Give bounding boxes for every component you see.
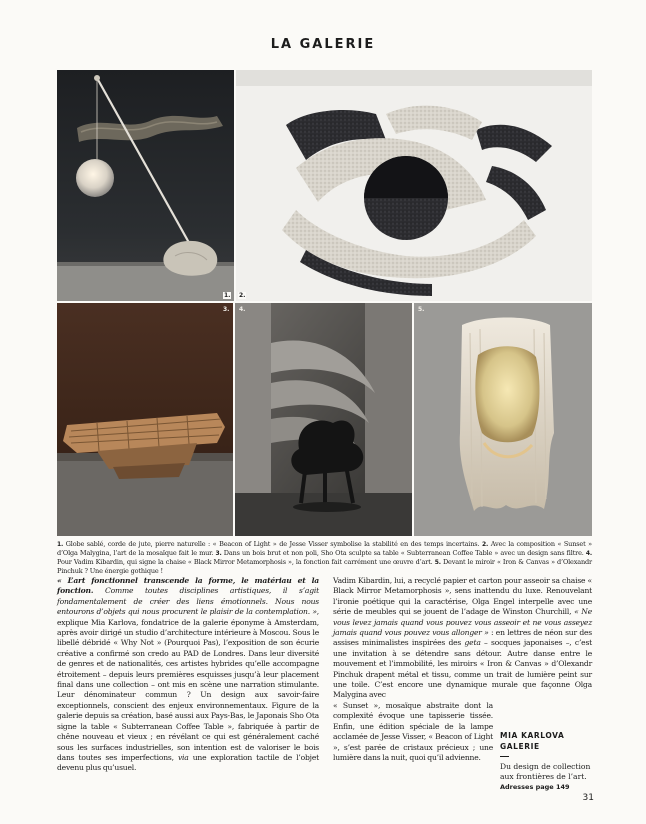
gallery-name-line-2: GALERIE [500,742,540,751]
addresses-reference: Adresses page 149 [500,783,570,791]
mirror-illustration [414,303,592,536]
caption-number-2: 2. [481,541,489,548]
page-number: 31 [582,793,594,803]
caption-text-2: Avec la composition « Sunset » d’Olga Malygina, l’art de la mosaïque fait le mur. [57,540,592,557]
photo-mirror [414,303,592,536]
mosaic-tapestry-illustration [236,70,592,301]
coffee-table-illustration [57,303,233,536]
article-body-1-end: une exploration tactile de l’objet devenu plus qu’usuel. [57,752,319,773]
photo-coffee-table [57,303,233,536]
sidebar-rule [500,756,509,757]
photo-sculptural-chair [235,303,412,536]
sculptural-chair-illustration [235,303,412,536]
caption-number-5: 5. [434,559,441,566]
article-body-1: , explique Mia Karlova, fondatrice de la galerie éponyme à Amsterdam, après avoir dirigé un studio d’architecture intérieure à Moscou. Sous le libellé débridé « Why Not » (Pourquoi Pas), l’exposition de son écurie créative a confirmé son credo au PAD de Londres. Dans leur diversité de genres et de nationalités, ces artistes hybrides qu’elle accompagne étroitement – depuis leurs premières esquisses jusqu’à leur placement final dans une collection – ont mis en scène une narration stimulante. Leur dénominateur commun ? Un design aux savoir-faire exceptionnels, conscient des enjeux environnementaux. Figure de la galerie depuis sa création, basé aussi aux Pays-Bas, le Japonais Sho Ota signe la table « Subterranean Coffee Table », fabriquée à partir de chêne nouveau et vieux ; en révélant ce qui est généralement caché sous les surfaces industrielles, son intention est de valoriser le bois dans toutes ses imperfections, [57,607,319,762]
section-title: LA GALERIE [270,37,376,52]
gallery-sidebar [500,730,592,792]
article-column-1 [57,576,319,774]
article-body-2d: « Sunset », mosaïque abstraite dont la complexité évoque une tapisserie tissée. Enfin, une édition spéciale de la lampe acclamée de Jesse Visser, « Beacon of Light », s’est parée de cristaux précieux ; une lumière dans la nuit, quoi qu’il advienne. [333,700,493,762]
caption-text-4: Pour Vadim Kibardin, qui signe la chaise « Black Mirror Metamorphosis », la fonction fait carrément une œuvre d’art. [57,558,435,566]
article-body-2a: Vadim Kibardin, lui, a recyclé papier et carton pour asseoir sa chaise « Black Mirror Metamorphosis », sens inattendu du luxe. Renouvelant l’ironie poétique qui la caractérise, Olga Engel interpelle avec une série de meubles qui se jouent de l’adage de Winston Churchill, [333,576,592,617]
photo-caption [57,540,592,576]
photo-mosaic-tapestry [236,70,592,301]
article-via: via [177,752,189,762]
caption-text-5: Devant le miroir « Iron & Canvas » d’Olexandr Pinchuk ? Une énergie gothique ! [57,558,592,575]
photo-number-1: 1. [224,292,231,299]
article-body-2c: – socques japonaises –, c’est une invitation à se détendre sans détour. Autre danse entre le mouvement et l’immobilité, les miroirs « Iron & Canvas » d’Olexandr Pinchuk drapent métal et tissu, comme un trait de lumière peint sur une toile. C’est encore une dynamique murale que façonne Olga Malygina avec [333,638,592,700]
globe-lamp-illustration [57,70,234,301]
photo-number-4: 4. [239,306,246,313]
caption-number-1: 1. [57,541,64,548]
article-quote-continuation: Comme toutes disciplines artistiques, il s’agit fondamentalement de créer des liens émotionnels. Nous nous entourons d’objets qui nous procurent le plaisir de la contemplation. » [57,586,319,617]
caption-number-3: 3. [215,550,222,557]
article-pull-quote: « L’art fonctionnel transcende la forme, le matériau et la fonction. [57,576,319,596]
gallery-name-line-1: MIA KARLOVA [500,731,565,740]
photo-number-3: 3. [223,306,230,313]
article-geta: geta [464,638,481,648]
gallery-blurb: Du design de collection aux frontières de l’art. [500,762,591,781]
caption-text-1: Globe sablé, corde de jute, pierre naturelle : « Beacon of Light » de Jesse Visser symbolise la stabilité en des temps incertains. [63,540,482,548]
photo-number-2: 2. [239,292,246,299]
photo-globe-lamp [57,70,234,301]
caption-text-3: Dans un bois brut et non poli, Sho Ota sculpte sa table « Subterranean Coffee Table » avec un design sans filtre. [221,549,586,557]
caption-number-4: 4. [585,550,593,557]
article-body-2b: : en lettres de néon sur des assises minimalistes inspirées des [333,628,593,648]
article-churchill-quote: « Ne vous levez jamais quand vous pouvez vous asseoir et ne vous asseyez jamais quand vous pouvez vous allonger » [333,607,592,638]
photo-number-5: 5. [418,306,425,313]
